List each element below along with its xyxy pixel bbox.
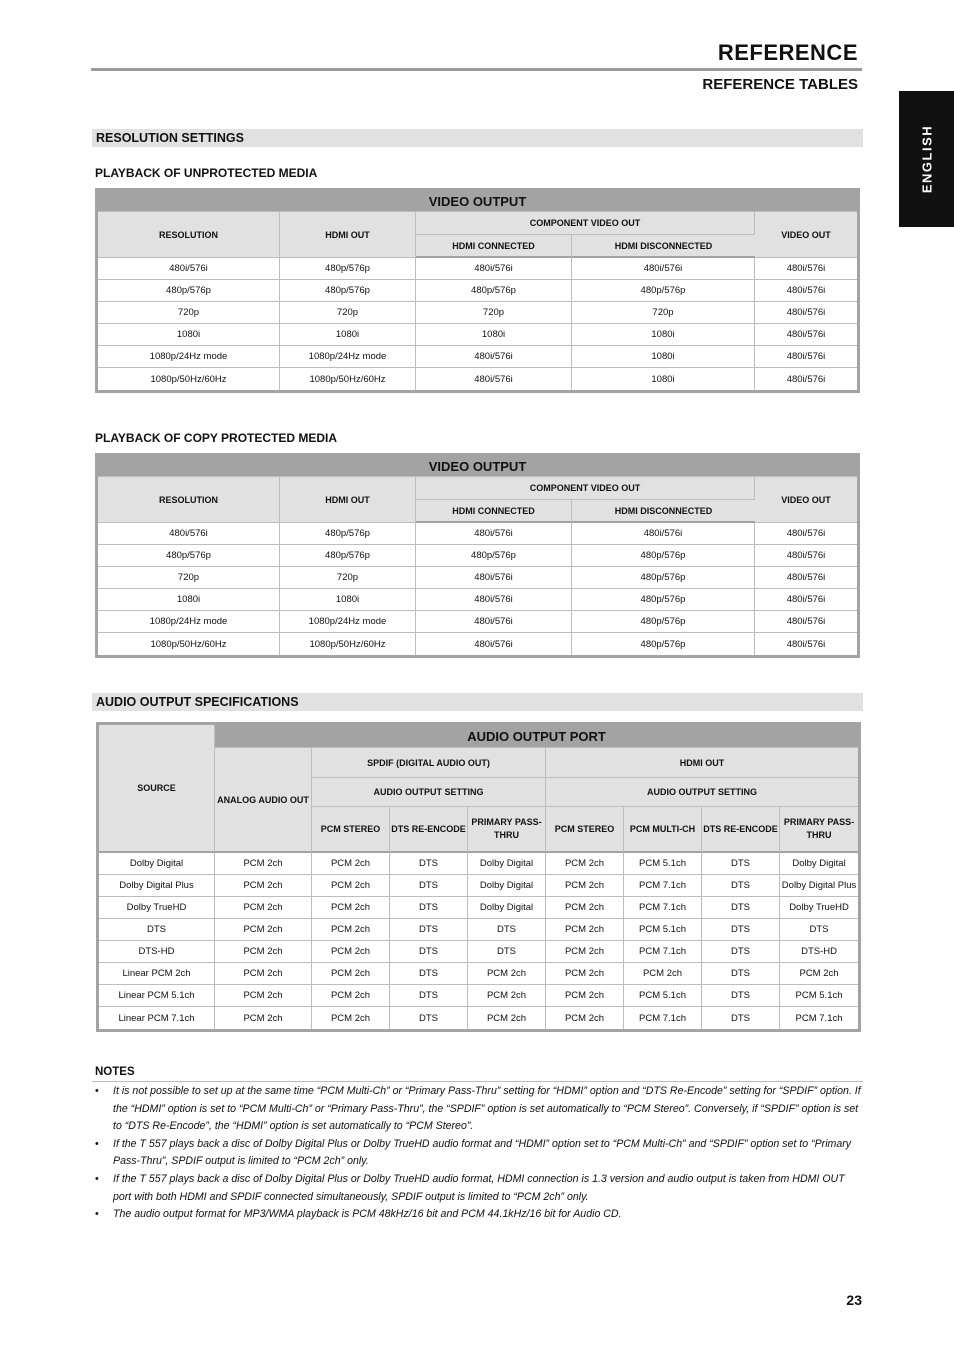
table-band: VIDEO OUTPUT	[98, 191, 857, 212]
table-cell: Dolby Digital	[468, 897, 546, 919]
table-cell: PCM 7.1ch	[624, 897, 702, 919]
table-row	[99, 853, 858, 875]
col-header-resolution: RESOLUTION	[98, 212, 280, 258]
table-cell: DTS	[468, 941, 546, 963]
table-row	[99, 941, 858, 963]
notes-rule	[92, 1081, 863, 1082]
page-number: 23	[846, 1292, 862, 1308]
header-rule	[91, 68, 862, 71]
table-cell: PCM 2ch	[546, 1007, 624, 1029]
page-subtitle: REFERENCE TABLES	[702, 76, 858, 93]
table-cell: PCM 7.1ch	[624, 875, 702, 897]
table-cell: PCM 2ch	[468, 963, 546, 985]
note-item: • It is not possible to set up at the same time “PCM Multi-Ch” or “Primary Pass-Thru” setting for “HDMI” option and “DTS Re-Encode” setting for “SPDIF” option. If the “HDMI” option is set to “PCM Multi-Ch” or “Primary Pass-Thru”, the “SPDIF” option is set automatically to “PCM Stereo”. Conversely, if “SPDIF” option is set to “DTS Re-Encode”, the “HDMI” option is set automatically to “PCM Stereo”.	[95, 1083, 863, 1136]
col-header-pcm-stereo: PCM STEREO	[546, 807, 624, 853]
table-cell: PCM 5.1ch	[780, 985, 858, 1007]
notes-title: NOTES	[95, 1066, 135, 1078]
col-header-dts-reencode: DTS RE-ENCODE	[390, 807, 468, 853]
table-cell: DTS	[468, 919, 546, 941]
table-row	[98, 523, 857, 545]
table-row	[98, 258, 857, 280]
audio-output-table	[96, 722, 861, 1032]
table-row	[98, 545, 857, 567]
table-cell: 480i/576i	[786, 373, 826, 385]
table-cell: PCM 7.1ch	[795, 1012, 843, 1024]
table-cell: PCM 2ch	[546, 941, 624, 963]
table-row	[99, 897, 858, 919]
table-row	[99, 875, 858, 897]
table-cell: PCM 2ch	[312, 919, 390, 941]
table-row	[98, 589, 857, 611]
table-cell: 480i/576i	[755, 302, 857, 324]
table-cell: 480p/576p	[572, 633, 755, 655]
table-cell: DTS	[99, 919, 215, 941]
table-cell: 480i/576i	[786, 638, 826, 650]
table-cell: PCM 2ch	[780, 963, 858, 985]
table-cell: Dolby Digital	[468, 853, 546, 875]
table-cell: PCM 2ch	[312, 985, 390, 1007]
table-cell: Linear PCM 5.1ch	[99, 985, 215, 1007]
language-tab	[899, 91, 954, 227]
table-cell: 480i/576i	[98, 258, 280, 280]
col-header-resolution: RESOLUTION	[98, 477, 280, 523]
table-cell: PCM 2ch	[546, 875, 624, 897]
col-header-primary-passthru: PRIMARY PASS-THRU	[780, 807, 858, 853]
notes-list	[95, 1083, 863, 1224]
table-cell: PCM 2ch	[546, 897, 624, 919]
table-cell: DTS	[390, 897, 468, 919]
table-cell: 480p/576p	[572, 611, 755, 633]
table-cell: 480p/576p	[98, 545, 280, 567]
table-cell: PCM 2ch	[312, 897, 390, 919]
table-cell: 480i/576i	[416, 633, 572, 655]
table-cell: 1080i	[572, 368, 755, 390]
table-cell: PCM 2ch	[215, 941, 312, 963]
unprotected-heading: PLAYBACK OF UNPROTECTED MEDIA	[95, 166, 318, 180]
col-header-hdmi-disconnected: HDMI DISCONNECTED	[572, 500, 755, 523]
table-cell: 480p/576p	[280, 258, 416, 280]
table-cell: 480i/576i	[755, 523, 857, 545]
table-cell: 480p/576p	[98, 280, 280, 302]
table-cell: PCM 7.1ch	[624, 941, 702, 963]
table-cell: 480p/576p	[572, 589, 755, 611]
table-cell: 480i/576i	[416, 346, 572, 368]
table-cell: PCM 2ch	[312, 853, 390, 875]
table-cell: 1080i	[572, 324, 755, 346]
table-row	[99, 1007, 858, 1029]
table-cell: 480i/576i	[755, 589, 857, 611]
col-header-hdmi-out: HDMI OUT	[280, 477, 416, 523]
table-cell: 720p	[98, 302, 280, 324]
table-cell: DTS	[390, 919, 468, 941]
section-audio-output: AUDIO OUTPUT SPECIFICATIONS	[92, 693, 863, 711]
table-cell: PCM 2ch	[215, 875, 312, 897]
table-cell: PCM 2ch	[546, 985, 624, 1007]
table-cell: Dolby TrueHD	[99, 897, 215, 919]
table-cell: 480i/576i	[755, 545, 857, 567]
table-row	[99, 985, 858, 1007]
table-cell: 480p/576p	[280, 523, 416, 545]
table-row	[98, 368, 857, 390]
table-cell: 1080i	[98, 589, 280, 611]
table-cell: 480i/576i	[416, 567, 572, 589]
table-cell: 720p	[572, 302, 755, 324]
table-cell: 1080i	[98, 324, 280, 346]
note-item: • The audio output format for MP3/WMA playback is PCM 48kHz/16 bit and PCM 44.1kHz/16 bit for Audio CD.	[95, 1206, 863, 1224]
table-cell: 720p	[280, 302, 416, 324]
table-cell: 1080p/24Hz mode	[98, 346, 280, 368]
col-header-component: COMPONENT VIDEO OUT	[416, 212, 755, 235]
col-header-hdmi-setting: AUDIO OUTPUT SETTING	[546, 778, 858, 807]
col-header-pcm-stereo: PCM STEREO	[312, 807, 390, 853]
table-cell: 480i/576i	[416, 611, 572, 633]
col-header-component: COMPONENT VIDEO OUT	[416, 477, 755, 500]
table-cell: DTS	[702, 1007, 780, 1029]
table-cell: PCM 2ch	[312, 875, 390, 897]
table-cell: 480i/576i	[755, 280, 857, 302]
col-header-spdif: SPDIF (DIGITAL AUDIO OUT)	[312, 748, 546, 778]
col-header-hdmi-disconnected: HDMI DISCONNECTED	[572, 235, 755, 258]
table-cell: 1080p/24Hz mode	[280, 346, 416, 368]
table-cell: 480i/576i	[755, 567, 857, 589]
col-header-hdmi-out: HDMI OUT	[280, 212, 416, 258]
table-cell: 1080p/50Hz/60Hz	[280, 368, 416, 390]
table-cell: Dolby Digital Plus	[99, 875, 215, 897]
table-cell: 480p/576p	[572, 545, 755, 567]
section-resolution-settings: RESOLUTION SETTINGS	[92, 129, 863, 147]
table-row	[98, 611, 857, 633]
table-cell: DTS	[390, 853, 468, 875]
table-cell: PCM 2ch	[312, 941, 390, 963]
table-row	[98, 280, 857, 302]
table-cell: 480i/576i	[755, 324, 857, 346]
table-cell: DTS	[702, 875, 780, 897]
table-cell: DTS	[702, 963, 780, 985]
language-tab-label: ENGLISH	[919, 124, 934, 194]
table-row	[98, 302, 857, 324]
table-cell: 1080i	[416, 324, 572, 346]
table-cell: DTS	[702, 941, 780, 963]
table-cell: 1080p/50Hz/60Hz	[280, 633, 416, 655]
table-cell: PCM 5.1ch	[624, 919, 702, 941]
table-cell: 1080i	[280, 589, 416, 611]
table-row	[98, 633, 857, 655]
col-header-dts-reencode: DTS RE-ENCODE	[702, 807, 780, 853]
table-cell: DTS	[390, 1007, 468, 1029]
table-cell: PCM 2ch	[546, 853, 624, 875]
table-cell: 480p/576p	[416, 280, 572, 302]
table-row	[98, 346, 857, 368]
table-cell: DTS	[702, 853, 780, 875]
table-cell: 480i/576i	[755, 258, 857, 280]
table-cell: Dolby Digital	[780, 853, 858, 875]
table-cell: DTS	[390, 941, 468, 963]
table-cell: 480i/576i	[98, 523, 280, 545]
table-cell: DTS	[702, 919, 780, 941]
table-cell: 480p/576p	[416, 545, 572, 567]
table-cell: 480i/576i	[572, 523, 755, 545]
table-row	[98, 567, 857, 589]
table-cell: DTS-HD	[780, 941, 858, 963]
table-cell: PCM 2ch	[215, 897, 312, 919]
col-header-video-out: VIDEO OUT	[755, 477, 857, 523]
table-band: AUDIO OUTPUT PORT	[215, 725, 858, 748]
table-cell: 480i/576i	[755, 611, 857, 633]
table-band: VIDEO OUTPUT	[98, 456, 857, 477]
table-cell: PCM 7.1ch	[624, 1007, 702, 1029]
table-cell: 720p	[416, 302, 572, 324]
table-cell: Dolby Digital	[99, 853, 215, 875]
table-row	[99, 919, 858, 941]
table-cell: PCM 2ch	[215, 963, 312, 985]
table-cell: 480p/576p	[572, 280, 755, 302]
note-item: • If the T 557 plays back a disc of Dolby Digital Plus or Dolby TrueHD audio format, HDMI connection is 1.3 version and audio output is taken from HDMI OUT port with both HDMI and SPDIF connected simultaneously, SPDIF output is limited to “PCM 2ch” only.	[95, 1171, 863, 1206]
col-header-pcm-multi-ch: PCM MULTI-CH	[624, 807, 702, 853]
table-cell: Dolby TrueHD	[780, 897, 858, 919]
table-cell: PCM 5.1ch	[624, 853, 702, 875]
table-cell: 480i/576i	[416, 368, 572, 390]
table-cell: PCM 2ch	[468, 1007, 546, 1029]
table-cell: PCM 2ch	[215, 853, 312, 875]
table-cell: Dolby Digital Plus	[780, 875, 858, 897]
table-cell: PCM 2ch	[215, 919, 312, 941]
table-cell: 1080p/50Hz/60Hz	[98, 633, 280, 655]
table-cell: DTS	[390, 985, 468, 1007]
table-cell: 1080p/24Hz mode	[280, 611, 416, 633]
table-cell: DTS	[390, 875, 468, 897]
table-cell: DTS	[702, 897, 780, 919]
col-header-spdif-setting: AUDIO OUTPUT SETTING	[312, 778, 546, 807]
table-cell: PCM 2ch	[624, 963, 702, 985]
col-header-primary-passthru: PRIMARY PASS-THRU	[468, 807, 546, 853]
unprotected-media-table	[95, 188, 860, 393]
table-cell: PCM 5.1ch	[624, 985, 702, 1007]
table-cell: 1080i	[280, 324, 416, 346]
table-row	[98, 324, 857, 346]
table-cell: 480p/576p	[280, 280, 416, 302]
col-header-hdmi-connected: HDMI CONNECTED	[416, 500, 572, 523]
col-header-hdmi: HDMI OUT	[546, 748, 858, 778]
table-cell: 480i/576i	[416, 589, 572, 611]
copy-protected-media-table	[95, 453, 860, 658]
table-cell: 1080p/24Hz mode	[98, 611, 280, 633]
table-cell: DTS	[780, 919, 858, 941]
table-cell: Linear PCM 7.1ch	[99, 1007, 215, 1029]
table-cell: 480i/576i	[572, 258, 755, 280]
table-cell: 480p/576p	[280, 545, 416, 567]
table-cell: Dolby Digital	[468, 875, 546, 897]
col-header-analog: ANALOG AUDIO OUT	[215, 748, 312, 853]
table-cell: DTS-HD	[99, 941, 215, 963]
table-cell: PCM 2ch	[546, 919, 624, 941]
col-header-video-out: VIDEO OUT	[755, 212, 857, 258]
table-cell: 720p	[98, 567, 280, 589]
note-item: • If the T 557 plays back a disc of Dolby Digital Plus or Dolby TrueHD audio format and “HDMI” option set to “PCM Multi-Ch” and “SPDIF” option set to “Primary Pass-Thru”, SPDIF output is limited to “PCM 2ch” only.	[95, 1136, 863, 1171]
table-cell: PCM 2ch	[312, 963, 390, 985]
table-cell: PCM 2ch	[468, 985, 546, 1007]
table-cell: 480i/576i	[416, 523, 572, 545]
table-cell: 480p/576p	[572, 567, 755, 589]
table-cell: PCM 2ch	[215, 985, 312, 1007]
table-cell: DTS	[702, 985, 780, 1007]
table-cell: PCM 2ch	[215, 1007, 312, 1029]
col-header-hdmi-connected: HDMI CONNECTED	[416, 235, 572, 258]
col-header-source: SOURCE	[99, 725, 215, 853]
table-cell: 480i/576i	[416, 258, 572, 280]
page-title: REFERENCE	[717, 40, 858, 65]
table-cell: PCM 2ch	[312, 1007, 390, 1029]
table-row	[99, 963, 858, 985]
table-cell: 480i/576i	[755, 346, 857, 368]
table-cell: 1080i	[572, 346, 755, 368]
table-cell: Linear PCM 2ch	[99, 963, 215, 985]
table-cell: DTS	[390, 963, 468, 985]
table-cell: PCM 2ch	[546, 963, 624, 985]
copy-protected-heading: PLAYBACK OF COPY PROTECTED MEDIA	[95, 431, 338, 445]
table-cell: 1080p/50Hz/60Hz	[98, 368, 280, 390]
table-cell: 720p	[280, 567, 416, 589]
